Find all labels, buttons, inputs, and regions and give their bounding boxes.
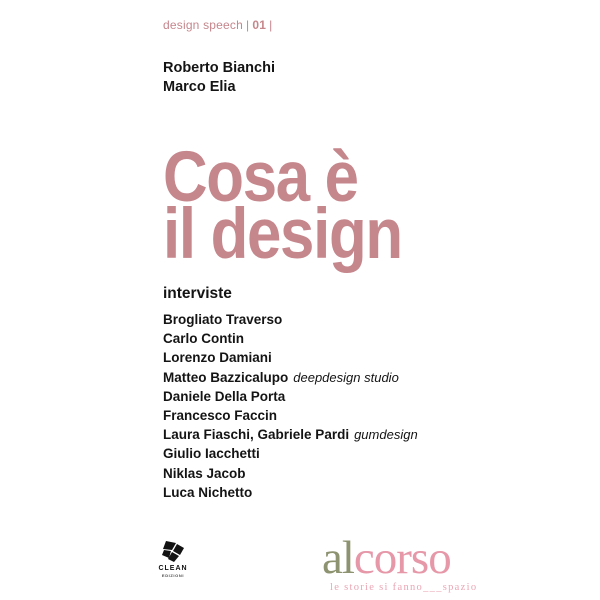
alcorso-logo bbox=[322, 532, 478, 593]
interviewee-row bbox=[163, 425, 418, 444]
clean-edizioni-logo bbox=[156, 541, 190, 578]
interviewee-name: Matteo Bazzicalupo bbox=[163, 369, 289, 385]
book-title-line-2: il design bbox=[163, 195, 402, 274]
interviewee-row bbox=[163, 483, 418, 502]
interviewee-name: Luca Nichetto bbox=[163, 484, 253, 500]
series-header bbox=[163, 18, 275, 32]
series-divider: | bbox=[246, 18, 250, 32]
interviewee-row bbox=[163, 406, 418, 425]
interviewee-name: Giulio Iacchetti bbox=[163, 446, 260, 462]
interviewee-name: Brogliato Traverso bbox=[163, 312, 283, 327]
alcorso-wordmark bbox=[322, 532, 477, 584]
interviewee-row bbox=[163, 310, 418, 329]
interviewee-row bbox=[163, 464, 418, 483]
interviewee-name: Daniele Della Porta bbox=[163, 388, 286, 404]
alcorso-word-left: al bbox=[322, 532, 354, 584]
series-number: 01 bbox=[252, 18, 267, 32]
book-title-line-1: Cosa è bbox=[163, 138, 358, 217]
interviewees-list bbox=[163, 310, 418, 502]
publisher-name: CLEAN bbox=[158, 565, 188, 572]
interviewee-studio: gumdesign bbox=[354, 427, 418, 443]
author-name: Marco Elia bbox=[163, 79, 236, 95]
clean-logo-glyph bbox=[161, 541, 185, 564]
interviewee-row bbox=[163, 329, 418, 348]
alcorso-word-right: corso bbox=[353, 532, 451, 584]
interviewee-name: Laura Fiaschi, Gabriele Pardi bbox=[163, 427, 350, 443]
author-name: Roberto Bianchi bbox=[163, 60, 275, 76]
interviewee-row bbox=[163, 387, 418, 406]
interviewee-name: Carlo Contin bbox=[163, 331, 244, 347]
publisher-subname: EDIZIONI bbox=[161, 573, 185, 578]
interviewee-row bbox=[163, 348, 418, 367]
interviewee-row bbox=[163, 444, 418, 463]
interviewee-name: Niklas Jacob bbox=[163, 465, 246, 481]
alcorso-tagline: le storie si fanno___spazio bbox=[330, 582, 478, 593]
interviewee-studio: deepdesign studio bbox=[293, 369, 399, 385]
interviewee-name: Francesco Faccin bbox=[163, 408, 278, 424]
interviewee-name: Lorenzo Damiani bbox=[163, 350, 272, 366]
authors-block bbox=[163, 59, 275, 97]
series-divider-2: | bbox=[269, 18, 273, 32]
series-label: design speech bbox=[163, 18, 243, 32]
subtitle-interviste: interviste bbox=[163, 285, 232, 302]
interviewee-row bbox=[163, 368, 418, 387]
